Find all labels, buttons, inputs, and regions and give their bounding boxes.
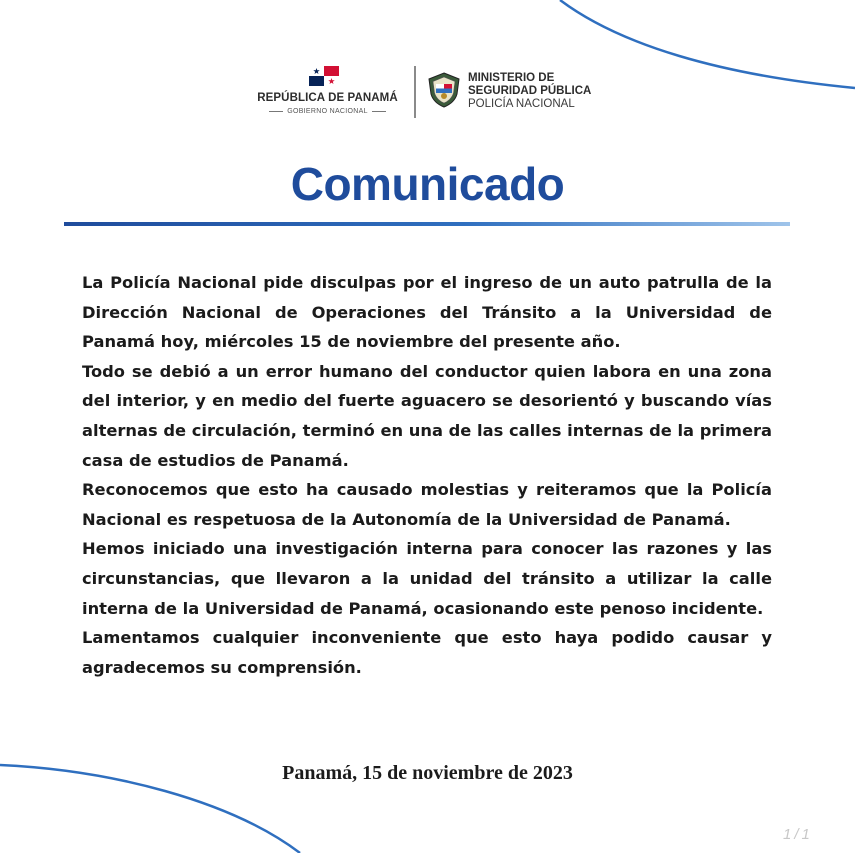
policia-nacional-label: POLICÍA NACIONAL (468, 98, 575, 110)
paragraph: La Policía Nacional pide disculpas por el ingreso de un auto patrulla de la Dirección Nacional de Operaciones del Tránsito a la Universidad de Panamá hoy, miércoles 15 de noviembre del presente año. (82, 273, 772, 352)
header-logos (250, 62, 610, 122)
title-underline (64, 222, 790, 226)
panama-flag-icon (309, 66, 339, 86)
policia-nacional-shield-icon (426, 72, 462, 108)
page-title: Comunicado (290, 158, 565, 210)
paragraph: Reconocemos que esto ha causado molestias y reiteramos que la Policía Nacional es respetuosa de la Autonomía de la Universidad de Panamá. (82, 480, 772, 529)
ministerio-seguridad-logo (468, 72, 618, 111)
page-number: 1/1 (783, 826, 813, 843)
gobierno-nacional-label: GOBIERNO NACIONAL (250, 108, 405, 115)
dateline: Panamá, 15 de noviembre de 2023 (282, 762, 573, 784)
paragraph: Hemos iniciado una investigación interna para conocer las razones y las circunstancias, que llevaron a la unidad del tránsito a utilizar la calle interna de la Universidad de Panamá, ocasionando este penoso incidente. (82, 539, 772, 618)
republica-de-panama-logo (250, 62, 405, 122)
paragraph: Lamentamos cualquier inconveniente que esto haya podido causar y agradecemos su comprensión. (82, 628, 772, 677)
logo-divider (414, 66, 416, 118)
republica-de-panama-label: REPÚBLICA DE PANAMÁ (257, 92, 398, 104)
paragraph: Todo se debió a un error humano del conductor quien labora en una zona del interior, y en medio del fuerte aguacero se desorientó y buscando vías alternas de circulación, terminó en una de las calles internas de la primera casa de estudios de Panamá. (82, 361, 772, 470)
seguridad-publica-label: SEGURIDAD PÚBLICA (468, 85, 592, 97)
statement-body (82, 268, 772, 682)
ministerio-label: MINISTERIO DE (468, 72, 555, 84)
